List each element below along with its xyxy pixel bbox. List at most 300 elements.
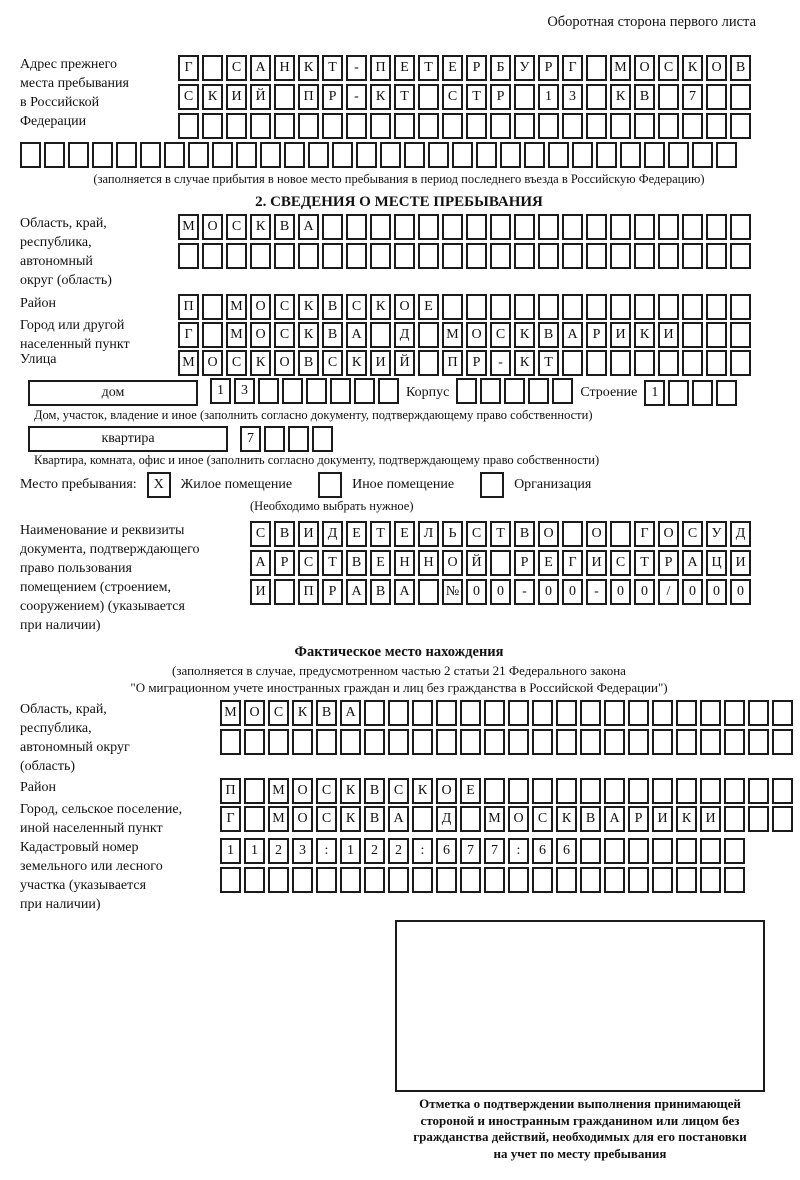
fact-region-rows <box>220 700 793 755</box>
form-cell <box>44 142 65 168</box>
form-cell: О <box>442 550 463 576</box>
form-cell <box>202 243 223 269</box>
structure-label: Строение <box>580 384 638 400</box>
form-cell: 7 <box>240 426 261 452</box>
page-side-note: Оборотная сторона первого листа <box>547 14 756 30</box>
form-cell <box>586 113 607 139</box>
form-cell: К <box>634 322 655 348</box>
form-cell <box>514 113 535 139</box>
cadastral-row-2 <box>220 867 745 893</box>
form-cell: И <box>250 579 271 605</box>
form-cell <box>250 243 271 269</box>
form-cell: О <box>466 322 487 348</box>
form-cell <box>610 113 631 139</box>
form-cell <box>538 113 559 139</box>
form-cell <box>628 778 649 804</box>
region-rows <box>178 214 751 269</box>
form-cell: К <box>298 294 319 320</box>
form-cell: К <box>346 350 367 376</box>
form-cell: С <box>274 322 295 348</box>
form-cell <box>370 214 391 240</box>
form-cell <box>460 867 481 893</box>
form-cell <box>274 113 295 139</box>
text-line: помещением (строением, <box>20 580 171 595</box>
form-cell: Р <box>538 55 559 81</box>
document-row-2 <box>250 550 751 576</box>
form-cell: О <box>250 294 271 320</box>
form-cell: 1 <box>244 838 265 864</box>
form-cell <box>532 700 553 726</box>
form-cell <box>116 142 137 168</box>
form-cell: И <box>370 350 391 376</box>
form-cell <box>682 294 703 320</box>
form-cell <box>346 214 367 240</box>
form-cell <box>692 380 713 406</box>
form-cell <box>412 700 433 726</box>
actual-location-title: Фактическое место нахождения <box>294 644 504 660</box>
form-cell <box>724 729 745 755</box>
confirmation-stamp-box <box>395 920 765 1092</box>
form-cell <box>652 838 673 864</box>
text-line: документа, подтверждающего <box>20 542 200 557</box>
form-cell: М <box>178 214 199 240</box>
city-cells <box>178 322 751 348</box>
form-cell <box>730 322 751 348</box>
form-cell <box>620 142 641 168</box>
form-cell: В <box>730 55 751 81</box>
form-cell: Т <box>322 550 343 576</box>
form-cell <box>724 778 745 804</box>
form-cell: И <box>226 84 247 110</box>
form-cell <box>436 729 457 755</box>
text-line: населенный пункт <box>20 337 130 352</box>
building-label: Корпус <box>406 384 450 400</box>
checkbox-other-premises <box>318 472 342 498</box>
form-cell: К <box>250 350 271 376</box>
form-cell <box>178 243 199 269</box>
form-cell: 1 <box>644 380 665 406</box>
form-cell <box>442 113 463 139</box>
form-cell <box>748 806 769 832</box>
form-cell: С <box>682 521 703 547</box>
form-cell <box>514 214 535 240</box>
form-cell <box>628 838 649 864</box>
form-cell: - <box>490 350 511 376</box>
form-cell: О <box>292 778 313 804</box>
form-cell: Е <box>442 55 463 81</box>
form-cell: Н <box>274 55 295 81</box>
form-cell: В <box>274 214 295 240</box>
place-type-row <box>20 472 778 498</box>
form-cell <box>418 579 439 605</box>
form-cell <box>580 778 601 804</box>
form-cell <box>652 729 673 755</box>
form-cell: С <box>316 778 337 804</box>
option-residential-label: Жилое помещение <box>180 477 293 492</box>
form-cell: Т <box>322 55 343 81</box>
fact-city-row <box>20 804 778 834</box>
form-cell <box>724 806 745 832</box>
form-cell: Г <box>562 55 583 81</box>
form-cell <box>322 214 343 240</box>
form-cell <box>504 378 525 404</box>
region-row-2 <box>178 243 751 269</box>
form-cell <box>676 729 697 755</box>
form-cell <box>364 700 385 726</box>
form-cell <box>556 700 577 726</box>
form-cell: В <box>364 778 385 804</box>
form-cell <box>394 113 415 139</box>
form-cell <box>572 142 593 168</box>
form-cell <box>370 113 391 139</box>
fact-region-block <box>20 700 778 776</box>
form-cell <box>306 378 327 404</box>
form-cell <box>700 729 721 755</box>
form-cell: 0 <box>682 579 703 605</box>
form-cell: Р <box>322 84 343 110</box>
fact-district-cells <box>220 778 793 804</box>
form-cell <box>480 378 501 404</box>
form-cell <box>484 700 505 726</box>
form-cell <box>652 700 673 726</box>
form-cell: Г <box>634 521 655 547</box>
option-other-premises-label: Иное помещение <box>352 477 455 492</box>
street-cells <box>178 350 751 376</box>
form-cell <box>274 243 295 269</box>
form-cell: Р <box>658 550 679 576</box>
form-cell: С <box>268 700 289 726</box>
form-cell: К <box>610 84 631 110</box>
form-cell: 0 <box>610 579 631 605</box>
form-cell <box>268 867 289 893</box>
building-cells <box>456 378 573 404</box>
form-cell <box>340 729 361 755</box>
checkbox-residential: X <box>147 472 171 498</box>
form-cell: Т <box>490 521 511 547</box>
form-cell <box>346 113 367 139</box>
region-block <box>20 214 778 290</box>
form-cell <box>604 838 625 864</box>
house-namebox: дом <box>28 380 198 406</box>
form-cell: О <box>292 806 313 832</box>
text-line: (заполняется в случае, предусмотренном частью 2 статьи 21 Федерального закона <box>172 663 626 678</box>
form-cell <box>634 214 655 240</box>
document-label <box>20 521 250 635</box>
text-line: Отметка о подтверждении выполнения принимающей <box>419 1096 741 1111</box>
text-line: на учет по месту пребывания <box>493 1145 667 1161</box>
form-cell: 7 <box>460 838 481 864</box>
text-line: автономный <box>20 254 93 269</box>
form-cell <box>428 142 449 168</box>
apartment-namebox: квартира <box>28 426 228 452</box>
form-cell <box>370 322 391 348</box>
form-cell <box>264 426 285 452</box>
form-cell: С <box>346 294 367 320</box>
form-cell: А <box>346 579 367 605</box>
form-cell <box>388 867 409 893</box>
form-cell: Д <box>322 521 343 547</box>
prev-address-rows <box>178 55 751 139</box>
form-cell <box>244 867 265 893</box>
form-cell <box>466 113 487 139</box>
form-cell <box>322 113 343 139</box>
form-cell <box>490 243 511 269</box>
form-cell <box>700 838 721 864</box>
form-cell <box>562 350 583 376</box>
form-cell <box>442 214 463 240</box>
form-cell: К <box>556 806 577 832</box>
form-cell: В <box>298 350 319 376</box>
form-cell: 7 <box>484 838 505 864</box>
form-cell <box>676 838 697 864</box>
form-cell: О <box>706 55 727 81</box>
form-cell <box>772 700 793 726</box>
form-cell: Г <box>220 806 241 832</box>
text-line: при наличии) <box>20 618 101 633</box>
form-cell <box>706 322 727 348</box>
form-cell: Р <box>322 579 343 605</box>
form-cell: Ц <box>706 550 727 576</box>
cadastral-rows <box>220 838 745 893</box>
form-cell <box>682 214 703 240</box>
region-label <box>20 214 178 290</box>
form-cell: О <box>538 521 559 547</box>
form-cell: / <box>658 579 679 605</box>
form-cell: 3 <box>234 378 255 404</box>
form-cell <box>490 294 511 320</box>
form-cell <box>188 142 209 168</box>
cadastral-label <box>20 838 220 914</box>
form-cell <box>562 214 583 240</box>
form-cell: К <box>514 322 535 348</box>
form-cell: У <box>706 521 727 547</box>
form-cell <box>716 142 737 168</box>
form-cell: А <box>388 806 409 832</box>
form-cell <box>604 867 625 893</box>
form-cell: С <box>298 550 319 576</box>
form-cell <box>628 700 649 726</box>
form-cell: : <box>316 838 337 864</box>
form-cell: М <box>484 806 505 832</box>
form-cell <box>436 700 457 726</box>
form-cell: - <box>346 55 367 81</box>
form-cell: № <box>442 579 463 605</box>
structure-cells <box>644 380 737 406</box>
text-line: автономный округ <box>20 740 130 755</box>
form-cell <box>244 729 265 755</box>
form-cell <box>658 350 679 376</box>
form-cell <box>236 142 257 168</box>
form-cell <box>388 729 409 755</box>
form-cell <box>388 700 409 726</box>
form-cell <box>528 378 549 404</box>
form-cell: М <box>610 55 631 81</box>
form-cell: 0 <box>538 579 559 605</box>
form-cell <box>418 84 439 110</box>
form-cell <box>610 214 631 240</box>
form-cell: 0 <box>466 579 487 605</box>
form-cell <box>274 84 295 110</box>
text-line: Наименование и реквизиты <box>20 523 185 538</box>
form-cell <box>658 294 679 320</box>
form-cell <box>682 243 703 269</box>
form-cell <box>772 806 793 832</box>
form-cell: В <box>346 550 367 576</box>
form-cell: В <box>634 84 655 110</box>
form-cell: С <box>178 84 199 110</box>
house-caption: Дом, участок, владение и иное (заполнить согласно документу, подтверждающему право собственности) <box>34 408 593 422</box>
form-cell: Д <box>436 806 457 832</box>
form-cell <box>394 243 415 269</box>
form-cell <box>700 778 721 804</box>
form-cell: И <box>700 806 721 832</box>
confirmation-caption <box>350 1096 800 1162</box>
form-cell <box>500 142 521 168</box>
form-cell: П <box>178 294 199 320</box>
form-cell <box>658 113 679 139</box>
place-type-label: Место пребывания: <box>20 477 137 492</box>
form-cell: О <box>394 294 415 320</box>
prev-address-label <box>20 55 178 131</box>
form-cell <box>610 243 631 269</box>
form-cell <box>556 778 577 804</box>
form-cell: И <box>610 322 631 348</box>
cadastral-block <box>20 838 778 914</box>
form-cell: 7 <box>682 84 703 110</box>
form-cell: А <box>682 550 703 576</box>
form-cell <box>404 142 425 168</box>
document-block <box>20 521 778 635</box>
form-cell: И <box>730 550 751 576</box>
form-cell <box>724 838 745 864</box>
form-cell <box>730 294 751 320</box>
form-cell <box>706 243 727 269</box>
form-cell <box>364 729 385 755</box>
form-cell: Й <box>394 350 415 376</box>
form-cell: В <box>514 521 535 547</box>
form-cell <box>514 294 535 320</box>
prev-address-row-3 <box>178 113 751 139</box>
form-cell <box>580 838 601 864</box>
form-cell <box>580 867 601 893</box>
form-cell: Г <box>178 55 199 81</box>
form-cell: - <box>346 84 367 110</box>
document-row-3 <box>250 579 751 605</box>
form-cell <box>604 700 625 726</box>
form-cell <box>202 113 223 139</box>
form-cell <box>288 426 309 452</box>
form-cell <box>466 294 487 320</box>
form-cell <box>490 214 511 240</box>
form-cell <box>658 214 679 240</box>
place-type-note: (Необходимо выбрать нужное) <box>250 499 414 513</box>
form-cell: Е <box>394 521 415 547</box>
form-cell: : <box>412 838 433 864</box>
form-cell <box>212 142 233 168</box>
form-cell <box>20 142 41 168</box>
form-cell <box>476 142 497 168</box>
form-cell <box>346 243 367 269</box>
form-cell <box>412 729 433 755</box>
form-cell: 0 <box>562 579 583 605</box>
form-cell <box>700 867 721 893</box>
form-cell <box>140 142 161 168</box>
form-cell <box>524 142 545 168</box>
form-cell <box>586 350 607 376</box>
form-cell: 0 <box>730 579 751 605</box>
form-cell: К <box>370 294 391 320</box>
house-row <box>20 378 778 407</box>
form-cell <box>730 113 751 139</box>
form-cell <box>532 867 553 893</box>
form-cell <box>378 378 399 404</box>
text-line: места пребывания <box>20 76 129 91</box>
form-cell <box>604 778 625 804</box>
form-cell: В <box>370 579 391 605</box>
form-cell <box>298 243 319 269</box>
city-row <box>20 320 778 350</box>
text-line: сооружением) (указывается <box>20 599 185 614</box>
text-line: гражданства действий, необходимых для его постановки <box>413 1129 747 1144</box>
form-cell <box>418 243 439 269</box>
form-cell <box>652 778 673 804</box>
form-cell <box>692 142 713 168</box>
form-cell <box>748 700 769 726</box>
form-cell: О <box>436 778 457 804</box>
form-cell: 1 <box>538 84 559 110</box>
form-cell <box>610 521 631 547</box>
form-cell <box>340 867 361 893</box>
form-cell: Л <box>418 521 439 547</box>
form-cell: А <box>394 579 415 605</box>
text-line: Адрес прежнего <box>20 57 117 72</box>
prev-address-note: (заполняется в случае прибытия в новое место пребывания в период последнего въезда в Российскую Федерацию) <box>93 172 705 186</box>
form-cell <box>394 214 415 240</box>
form-cell <box>604 729 625 755</box>
fact-city-cells <box>220 806 793 832</box>
form-cell: К <box>298 322 319 348</box>
form-cell <box>260 142 281 168</box>
district-label: Район <box>20 296 56 311</box>
form-cell: У <box>514 55 535 81</box>
form-cell <box>514 243 535 269</box>
form-cell <box>556 867 577 893</box>
form-cell: Р <box>274 550 295 576</box>
fact-region-row-2 <box>220 729 793 755</box>
form-cell: М <box>226 322 247 348</box>
form-cell <box>490 550 511 576</box>
form-cell: Е <box>418 294 439 320</box>
form-cell <box>508 700 529 726</box>
form-cell <box>292 729 313 755</box>
apartment-caption: Квартира, комната, офис и иное (заполнить согласно документу, подтверждающему право собственности) <box>34 453 600 467</box>
form-cell <box>610 294 631 320</box>
form-cell <box>532 729 553 755</box>
form-cell: С <box>442 84 463 110</box>
form-cell <box>748 729 769 755</box>
prev-address-row-4 <box>20 142 778 168</box>
form-cell <box>676 867 697 893</box>
form-cell <box>548 142 569 168</box>
form-cell <box>92 142 113 168</box>
form-cell <box>508 729 529 755</box>
form-cell: В <box>538 322 559 348</box>
text-line: округ (область) <box>20 273 112 288</box>
form-cell <box>610 350 631 376</box>
form-cell <box>730 243 751 269</box>
form-cell: С <box>532 806 553 832</box>
form-cell <box>772 778 793 804</box>
